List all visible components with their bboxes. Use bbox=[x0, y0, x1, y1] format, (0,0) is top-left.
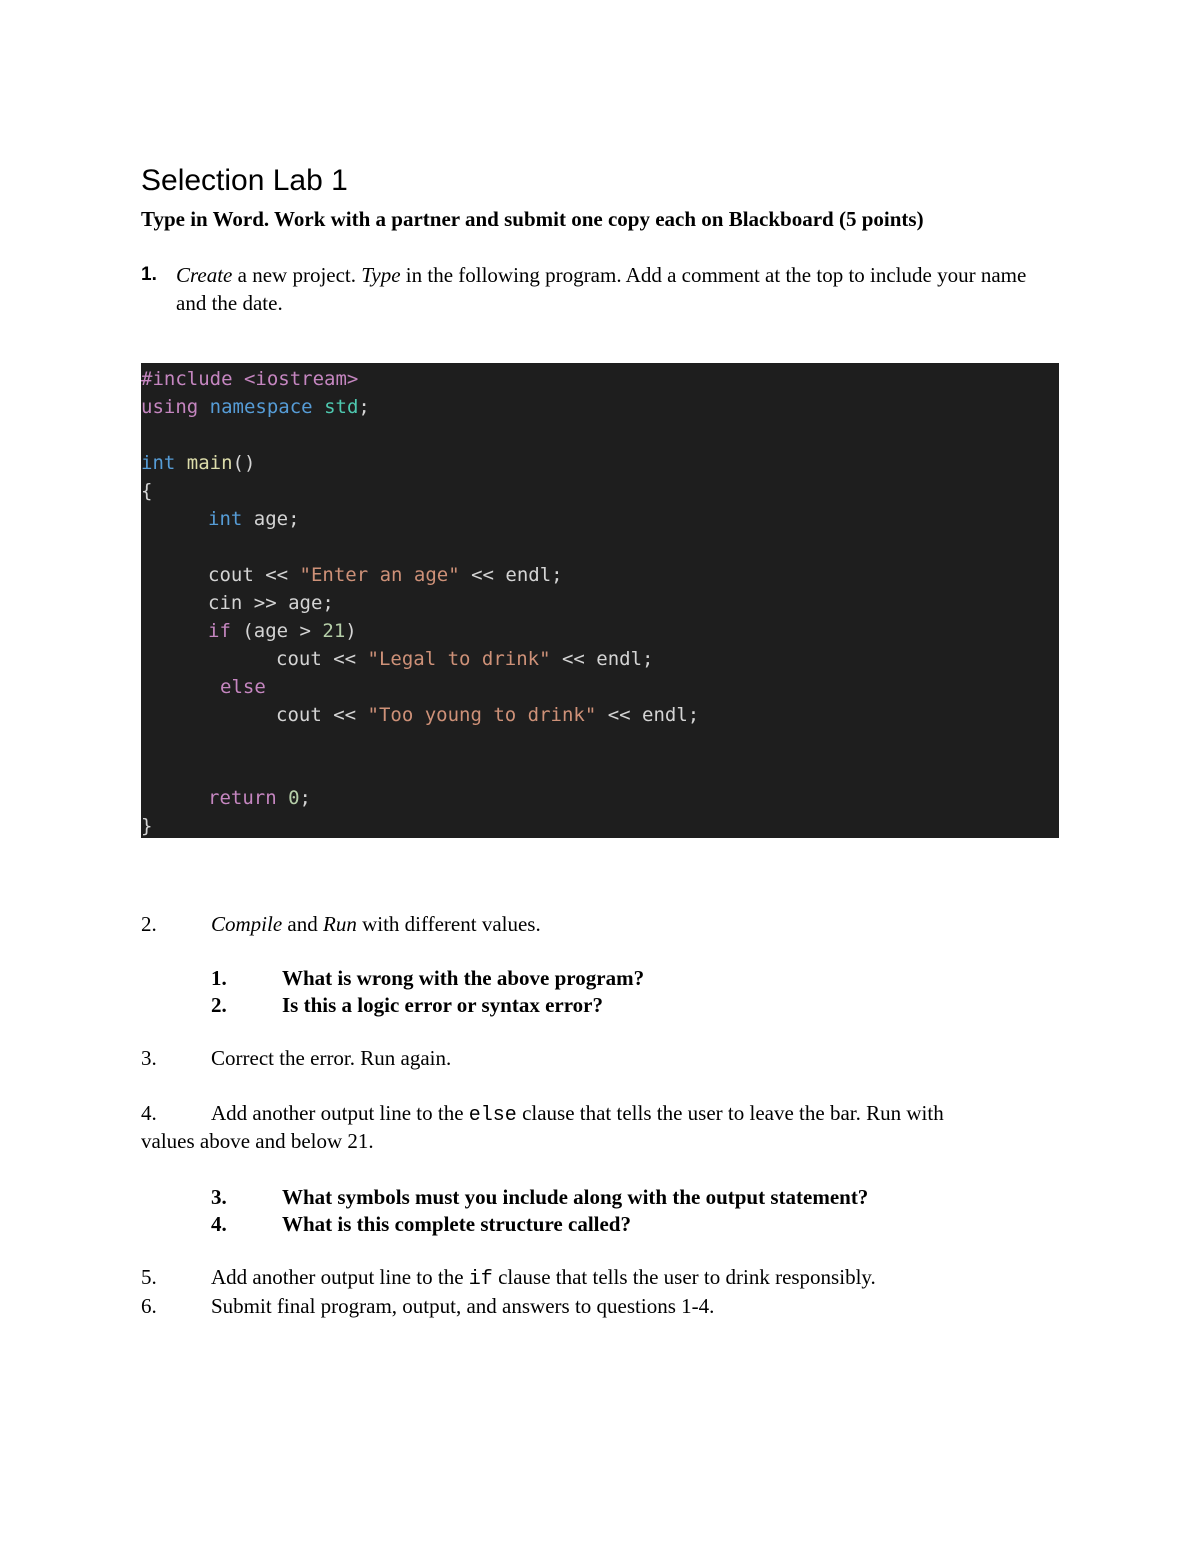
code-token: age; bbox=[242, 508, 300, 530]
code-token: 21 bbox=[322, 620, 346, 642]
question-text: What is this complete structure called? bbox=[282, 1212, 631, 1236]
code-token: std bbox=[324, 396, 359, 418]
step-4-line2: values above and below 21. bbox=[141, 1129, 374, 1153]
code-line-4 bbox=[141, 449, 255, 477]
code-line-1 bbox=[141, 365, 358, 393]
code-token: int bbox=[208, 508, 243, 530]
question-number: 4. bbox=[211, 1212, 227, 1236]
step-2-number: 2. bbox=[141, 912, 157, 936]
code-token: cout << bbox=[276, 704, 368, 726]
step-1-text bbox=[176, 261, 1041, 317]
step-2-rest: with different values. bbox=[356, 912, 541, 936]
code-token: else bbox=[220, 676, 266, 698]
step-1-part1: a new project. bbox=[232, 263, 362, 287]
question-number: 1. bbox=[211, 966, 227, 990]
step-5-part1: Add another output line to the bbox=[211, 1265, 469, 1289]
step-6-number: 6. bbox=[141, 1294, 157, 1318]
code-token: << endl; bbox=[596, 704, 700, 726]
step-5-code: if bbox=[468, 1268, 493, 1291]
step-3-number: 3. bbox=[141, 1046, 157, 1070]
page-title: Selection Lab 1 bbox=[141, 164, 348, 197]
step-2-text bbox=[211, 912, 541, 937]
code-token: <iostream> bbox=[243, 368, 359, 390]
code-token bbox=[313, 396, 324, 418]
code-token: ; bbox=[358, 396, 370, 418]
question-number: 3. bbox=[211, 1185, 227, 1209]
code-token: #include bbox=[141, 368, 244, 390]
step-4-part2: clause that tells the user to leave the bar. Run with bbox=[516, 1101, 944, 1125]
code-line-17 bbox=[141, 812, 152, 840]
code-line-6 bbox=[208, 505, 300, 533]
step-3-text: Correct the error. Run again. bbox=[211, 1046, 452, 1070]
step-1 bbox=[141, 261, 1041, 317]
step-1-type: Type bbox=[361, 263, 401, 287]
code-token: "Enter an age" bbox=[299, 564, 460, 586]
code-block bbox=[141, 363, 1059, 838]
step-4-code: else bbox=[468, 1104, 517, 1127]
question-number: 2. bbox=[211, 993, 227, 1017]
step-1-create: Create bbox=[176, 263, 233, 287]
code-token: () bbox=[232, 452, 256, 474]
code-line-2 bbox=[141, 393, 370, 421]
code-token bbox=[277, 787, 288, 809]
code-token: int bbox=[141, 452, 176, 474]
code-token: ; bbox=[299, 787, 311, 809]
code-token bbox=[175, 452, 186, 474]
question-text: Is this a logic error or syntax error? bbox=[282, 993, 603, 1017]
code-token: cout << bbox=[276, 648, 368, 670]
step-4-text bbox=[211, 1101, 944, 1127]
code-token: if bbox=[208, 620, 231, 642]
question-text: What symbols must you include along with the output statement? bbox=[282, 1185, 869, 1209]
code-line-10 bbox=[208, 617, 357, 645]
step-5-number: 5. bbox=[141, 1265, 157, 1289]
code-token: namespace bbox=[209, 396, 313, 418]
step-4-number: 4. bbox=[141, 1101, 157, 1125]
step-1-number: 1. bbox=[141, 264, 157, 285]
step-2-run: Run bbox=[323, 912, 357, 936]
subtitle: Type in Word. Work with a partner and submit one copy each on Blackboard (5 points) bbox=[141, 207, 924, 231]
code-token: { bbox=[141, 480, 153, 502]
code-token: << endl; bbox=[550, 648, 654, 670]
step-5-part2: clause that tells the user to drink responsibly. bbox=[492, 1265, 876, 1289]
code-token bbox=[198, 396, 209, 418]
code-token: << endl; bbox=[459, 564, 563, 586]
code-token: ) bbox=[345, 620, 357, 642]
code-token: "Too young to drink" bbox=[367, 704, 597, 726]
code-token: 0 bbox=[288, 787, 300, 809]
code-token: main bbox=[186, 452, 233, 474]
code-token: cin >> age; bbox=[208, 592, 334, 614]
step-5-text bbox=[211, 1265, 876, 1291]
code-token: } bbox=[141, 815, 153, 837]
code-line-16 bbox=[208, 784, 311, 812]
code-token: cout << bbox=[208, 564, 300, 586]
code-token: using bbox=[141, 396, 199, 418]
code-line-5 bbox=[141, 477, 152, 505]
code-line-8 bbox=[208, 561, 563, 589]
code-line-9 bbox=[208, 589, 334, 617]
step-2-and: and bbox=[282, 912, 323, 936]
code-token: (age > bbox=[230, 620, 323, 642]
code-line-11 bbox=[276, 645, 654, 673]
step-2-compile: Compile bbox=[211, 912, 283, 936]
code-token: "Legal to drink" bbox=[367, 648, 551, 670]
question-text: What is wrong with the above program? bbox=[282, 966, 645, 990]
step-1-part2: in the following program. Add a comment at the top to include your name and the date. bbox=[176, 263, 1027, 315]
code-token: return bbox=[208, 787, 277, 809]
code-line-13 bbox=[276, 701, 699, 729]
code-line-12 bbox=[220, 673, 266, 701]
step-6-text: Submit final program, output, and answers to questions 1-4. bbox=[211, 1294, 715, 1318]
step-4-part1: Add another output line to the bbox=[211, 1101, 469, 1125]
